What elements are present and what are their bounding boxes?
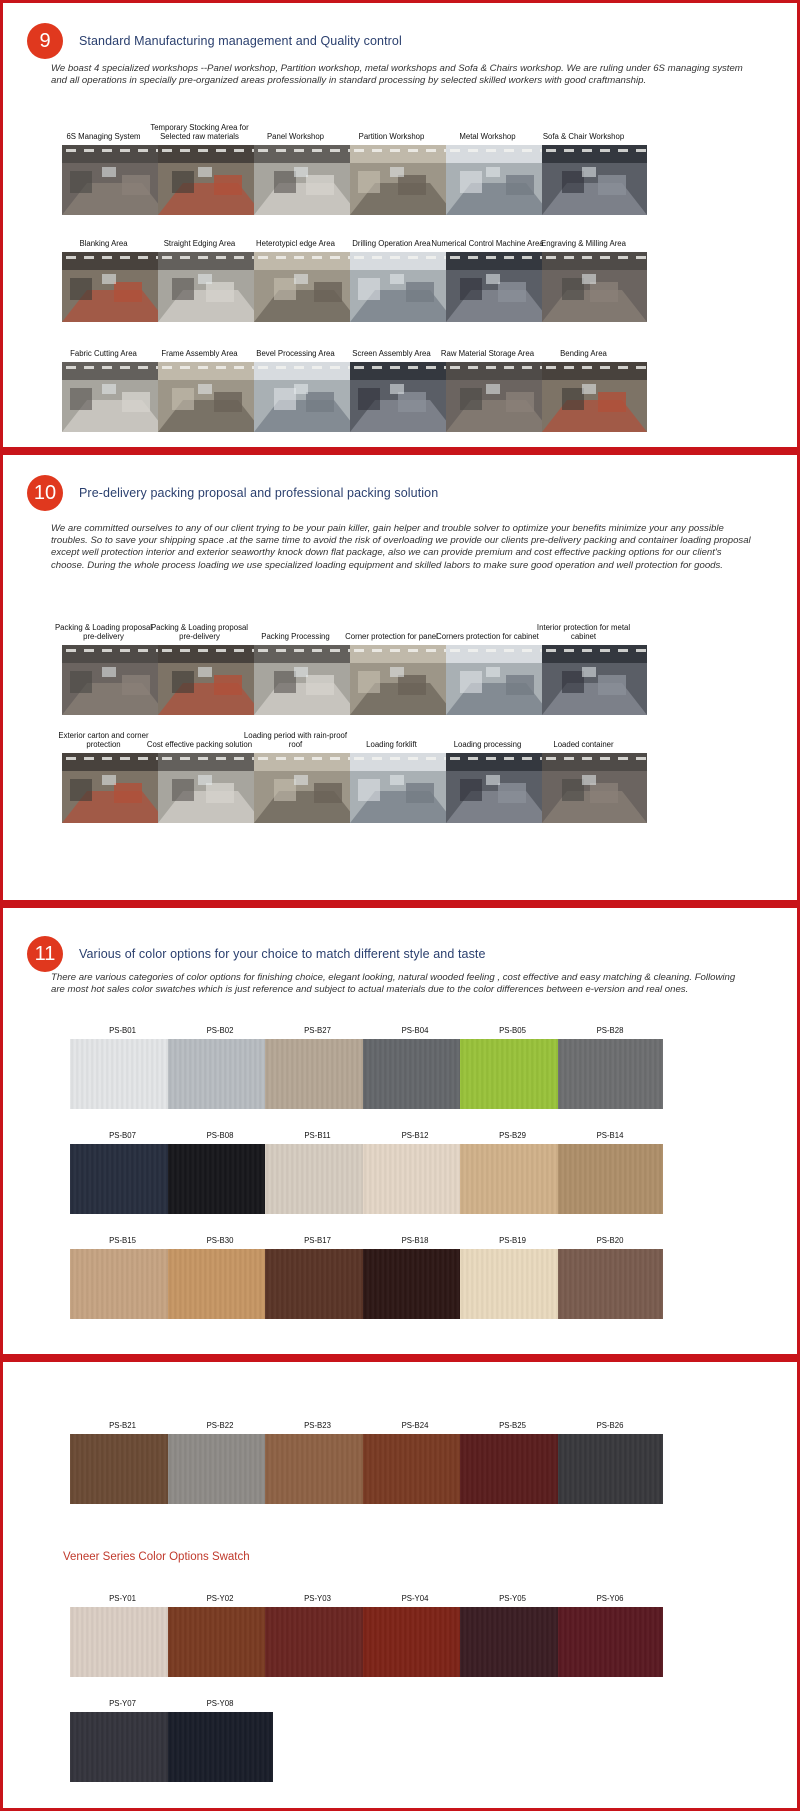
swatch-code: PS-B22 (206, 1421, 234, 1430)
area-photo (158, 753, 263, 823)
photo-caption: Raw Material Storage Area (440, 348, 535, 358)
section-number-badge: 11 (27, 936, 63, 972)
color-swatch[interactable] (265, 1144, 370, 1214)
area-photo (350, 753, 455, 823)
area-photo (350, 252, 455, 322)
area-photo (350, 145, 455, 215)
swatch-code: PS-B15 (109, 1236, 136, 1245)
color-swatch[interactable] (460, 1144, 565, 1214)
color-swatch[interactable] (168, 1434, 273, 1504)
swatch-code: PS-B26 (596, 1421, 624, 1430)
photo-caption: Engraving & Milling Area (541, 238, 626, 248)
section-title: Various of color options for your choice to match different style and taste (79, 947, 486, 961)
area-photo (446, 145, 551, 215)
photo-caption: Cost effective packing solution (146, 739, 253, 749)
swatch-code: PS-Y08 (206, 1699, 234, 1708)
swatch-code: PS-B12 (401, 1131, 429, 1140)
area-photo (446, 645, 551, 715)
color-swatch[interactable] (168, 1712, 273, 1782)
color-swatch[interactable] (558, 1434, 663, 1504)
photo-caption: 6S Managing System (66, 131, 141, 141)
area-photo (62, 753, 167, 823)
swatch-code: PS-B18 (401, 1236, 429, 1245)
photo-caption: Corner protection for panel (345, 631, 438, 641)
area-photo (446, 753, 551, 823)
section-description: We are committed ourselves to any of our client trying to be your pain killer, gain helper and trouble solver to optimize your benefits minimize your any possible troubles. So to save your shipping space .at the same time to avoid the risk of overloading we provide our clients pre-delivery packing and container loading proposal except well protection interior and exterior seaworthy knock down flat package, also we can provide premium and cost effective packing options for our client's choose. During the whole process loading we use specialized loading equipment and skilled labors to make sure good operation and well protection for goods. (51, 523, 751, 571)
color-swatch[interactable] (168, 1039, 273, 1109)
photo-caption: Blanking Area (79, 238, 128, 248)
swatch-code: PS-B24 (401, 1421, 429, 1430)
section-header (27, 475, 438, 511)
area-photo (254, 753, 359, 823)
area-photo (446, 362, 551, 432)
swatch-code: PS-B14 (596, 1131, 624, 1140)
swatch-code: PS-B28 (596, 1026, 624, 1035)
swatch-code: PS-B20 (596, 1236, 624, 1245)
color-swatch[interactable] (70, 1607, 175, 1677)
swatch-code: PS-B23 (304, 1421, 331, 1430)
color-swatch[interactable] (168, 1249, 273, 1319)
color-swatch[interactable] (363, 1039, 468, 1109)
veneer-title: Veneer Series Color Options Swatch (63, 1551, 250, 1563)
swatch-code: PS-B01 (109, 1026, 136, 1035)
area-photo (254, 145, 359, 215)
color-swatch[interactable] (70, 1144, 175, 1214)
swatch-code: PS-B29 (499, 1131, 526, 1140)
swatch-code: PS-Y04 (401, 1594, 429, 1603)
area-photo (62, 645, 167, 715)
photo-caption: Interior protection for metal cabinet (536, 623, 631, 641)
photo-caption: Heterotypicl edge Area (256, 238, 335, 248)
color-swatch[interactable] (460, 1249, 565, 1319)
swatch-code: PS-B08 (206, 1131, 234, 1140)
color-swatch[interactable] (265, 1607, 370, 1677)
photo-caption: Corners protection for cabinet (436, 631, 539, 641)
section-packing (3, 455, 797, 900)
area-photo (62, 362, 167, 432)
area-photo (62, 252, 167, 322)
color-swatch[interactable] (363, 1607, 468, 1677)
photo-caption: Loaded container (553, 739, 614, 749)
photo-caption: Bending Area (560, 348, 607, 358)
area-photo (254, 362, 359, 432)
color-swatch[interactable] (70, 1434, 175, 1504)
color-swatch[interactable] (265, 1249, 370, 1319)
color-swatch[interactable] (363, 1434, 468, 1504)
color-swatch[interactable] (558, 1607, 663, 1677)
photo-caption: Straight Edging Area (163, 238, 236, 248)
photo-caption: Packing & Loading proposal pre-delivery (150, 623, 249, 641)
photo-caption: Packing Processing (261, 631, 330, 641)
swatch-code: PS-B30 (206, 1236, 234, 1245)
section-header (27, 936, 486, 972)
swatch-code: PS-B02 (206, 1026, 234, 1035)
color-swatch[interactable] (460, 1607, 565, 1677)
color-swatch[interactable] (460, 1039, 565, 1109)
photo-caption: Fabric Cutting Area (70, 348, 137, 358)
section-color-options-continued (3, 1362, 797, 1808)
swatch-code: PS-B11 (304, 1131, 331, 1140)
color-swatch[interactable] (70, 1039, 175, 1109)
color-swatch[interactable] (168, 1144, 273, 1214)
color-swatch[interactable] (460, 1434, 565, 1504)
photo-caption: Panel Workshop (266, 131, 325, 141)
area-photo (158, 645, 263, 715)
section-description: There are various categories of color options for finishing choice, elegant looking, natural wooded feeling , cost effective and easy matching & cleaning. Following are most hot sales color swatches which is just reference and subject to actual materials due to the color differences between e-version and real ones. (51, 972, 736, 996)
color-swatch[interactable] (363, 1144, 468, 1214)
color-swatch[interactable] (265, 1434, 370, 1504)
photo-caption: Loading forklift (366, 739, 417, 749)
color-swatch[interactable] (70, 1249, 175, 1319)
color-swatch[interactable] (70, 1712, 175, 1782)
photo-caption: Packing & Loading proposal pre-delivery (54, 623, 153, 641)
photo-caption: Temporary Stocking Area for Selected raw materials (150, 123, 249, 141)
swatch-code: PS-B25 (499, 1421, 526, 1430)
section-title: Standard Manufacturing management and Quality control (79, 34, 402, 48)
area-photo (542, 362, 647, 432)
color-swatch[interactable] (558, 1039, 663, 1109)
photo-caption: Numerical Control Machine Area (431, 238, 544, 248)
swatch-code: PS-Y06 (596, 1594, 624, 1603)
swatch-code: PS-B21 (109, 1421, 136, 1430)
area-photo (350, 645, 455, 715)
swatch-code: PS-Y07 (109, 1699, 136, 1708)
area-photo (542, 145, 647, 215)
photo-caption: Metal Workshop (459, 131, 516, 141)
photo-caption: Drilling Operation Area (352, 238, 431, 248)
color-swatch[interactable] (558, 1249, 663, 1319)
color-swatch[interactable] (265, 1039, 370, 1109)
swatch-code: PS-B27 (304, 1026, 331, 1035)
area-photo (446, 252, 551, 322)
area-photo (350, 362, 455, 432)
swatch-code: PS-B05 (499, 1026, 526, 1035)
swatch-code: PS-B17 (304, 1236, 331, 1245)
color-swatch[interactable] (558, 1144, 663, 1214)
area-photo (158, 362, 263, 432)
section-header (27, 23, 402, 59)
photo-caption: Loading period with rain-proof roof (243, 731, 348, 749)
section-color-options (3, 908, 797, 1354)
section-manufacturing (3, 3, 797, 447)
swatch-code: PS-Y03 (304, 1594, 331, 1603)
swatch-code: PS-Y01 (109, 1594, 136, 1603)
area-photo (158, 252, 263, 322)
section-title: Pre-delivery packing proposal and professional packing solution (79, 486, 439, 500)
swatch-code: PS-B19 (499, 1236, 526, 1245)
color-swatch[interactable] (168, 1607, 273, 1677)
area-photo (158, 145, 263, 215)
color-swatch[interactable] (363, 1249, 468, 1319)
area-photo (254, 252, 359, 322)
section-description: We boast 4 specialized workshops --Panel workshop, Partition workshop, metal workshops and Sofa & Chairs workshop. We are ruling under 6S managing system and all operations in specially pre-organized areas professionally in standard processing by selected skilled workers with good craftmanship. (51, 63, 743, 87)
photo-caption: Sofa & Chair Workshop (542, 131, 625, 141)
photo-caption: Bevel Processing Area (256, 348, 335, 358)
photo-caption: Loading processing (453, 739, 522, 749)
photo-caption: Partition Workshop (358, 131, 425, 141)
swatch-code: PS-Y05 (499, 1594, 526, 1603)
photo-caption: Screen Assembly Area (352, 348, 431, 358)
area-photo (542, 645, 647, 715)
photo-caption: Exterior carton and corner protection (58, 731, 149, 749)
area-photo (542, 252, 647, 322)
photo-caption: Frame Assembly Area (161, 348, 238, 358)
swatch-code: PS-B07 (109, 1131, 136, 1140)
section-number-badge: 9 (27, 23, 63, 59)
swatch-code: PS-Y02 (206, 1594, 234, 1603)
swatch-code: PS-B04 (401, 1026, 429, 1035)
area-photo (254, 645, 359, 715)
area-photo (542, 753, 647, 823)
section-number-badge: 10 (27, 475, 63, 511)
area-photo (62, 145, 167, 215)
